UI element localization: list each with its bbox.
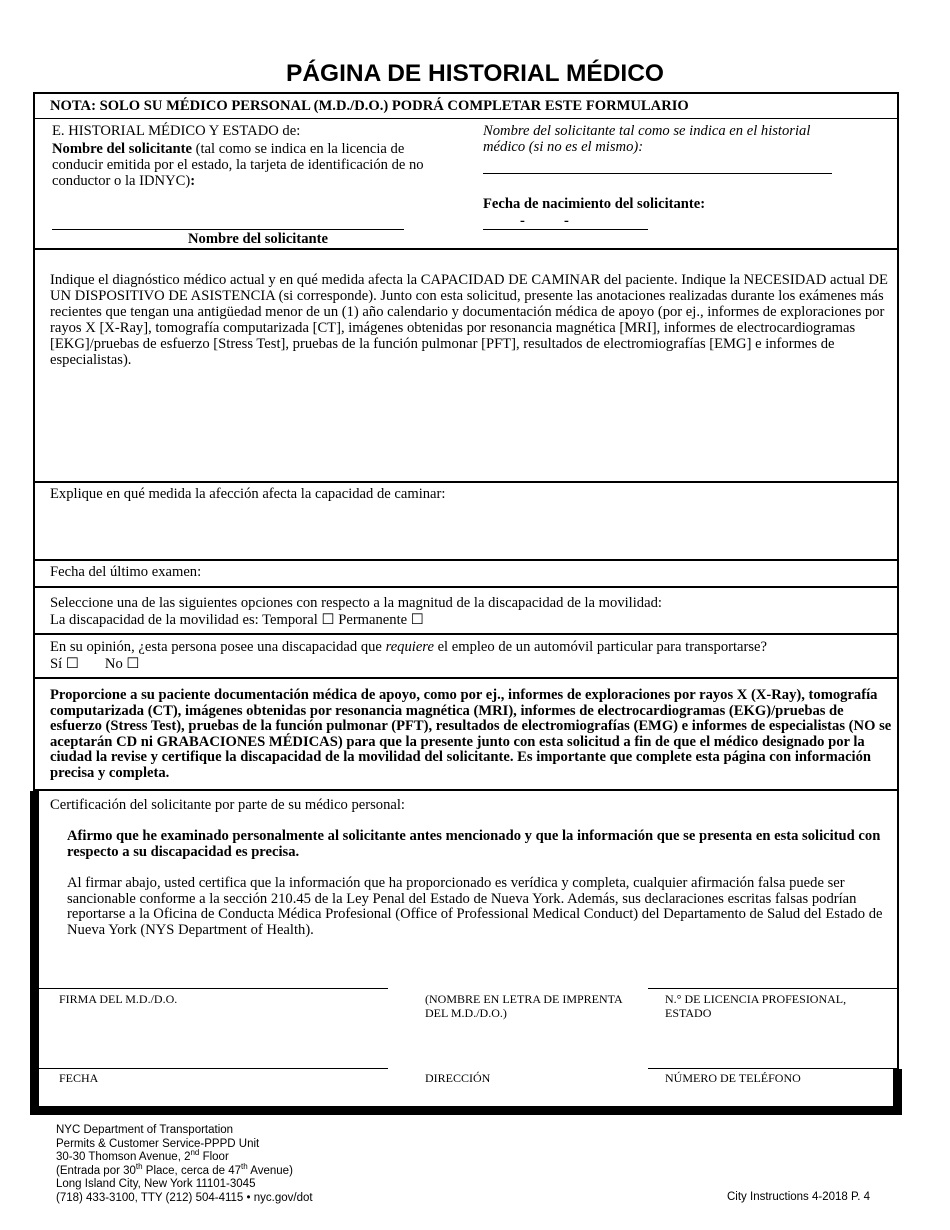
opinion-question: [50, 639, 767, 655]
alt-name-line[interactable]: [483, 173, 832, 174]
license-line[interactable]: [648, 988, 897, 989]
page-title: PÁGINA DE HISTORIAL MÉDICO: [286, 60, 664, 87]
footer-address: [56, 1124, 313, 1205]
applicant-name-bold: Nombre del solicitante: [52, 141, 192, 157]
license-label: N.° DE LICENCIA PROFESIONAL, ESTADO: [665, 992, 847, 1020]
si-checkbox[interactable]: ☐: [65, 656, 79, 672]
dob-sep-1: -: [520, 213, 525, 229]
mobility-options: [50, 612, 424, 628]
divider: [33, 118, 899, 119]
opinion-after: el empleo de un automóvil particular para transportarse?: [433, 639, 768, 655]
signature-label: FIRMA DEL M.D./D.O.: [59, 992, 178, 1006]
frame-right: [897, 92, 899, 792]
opinion-before: En su opinión, ¿esta persona posee una discapacidad que: [50, 639, 386, 655]
temporal-label: Temporal: [262, 612, 318, 628]
si-label: Sí: [50, 656, 63, 672]
temporal-checkbox[interactable]: ☐: [321, 612, 335, 628]
cert-frame-right: [897, 791, 899, 1071]
opinion-options: [50, 656, 140, 672]
diagnosis-instructions: Indique el diagnóstico médico actual y en qué medida afecta la CAPACIDAD DE CAMINAR del paciente. Indique la NECESIDAD actual DE UN DISPOSITIVO DE ASISTENCIA (si corresponde). Junto con esta solicitud, presente las anotaciones realizadas durante los exámenes más recientes que tengan una antigüedad menor de un (1) año calendario y documentación médica de apoyo (por ej., informes de exploraciones por rayos X [X-Ray], tomografía computarizada [CT], imágenes obtenidas por resonancia magnética [MRI], informes de electrocardiogramas [EKG]/pruebas de esfuerzo [Stress Test], pruebas de la función pulmonar [PFT], resultados de electromiografías [EMG] e informes de especialistas).: [50, 272, 888, 368]
frame-left: [33, 92, 35, 792]
certification-affirm: Afirmo que he examinado personalmente al solicitante antes mencionado y que la información que se presenta en esta solicitud con respecto a su discapacidad es precisa.: [67, 828, 881, 860]
date-line[interactable]: [39, 1068, 388, 1069]
certification-warning: Al firmar abajo, usted certifica que la información que ha proporcionado es verídica y completa, cualquier afirmación falsa puede ser sancionable conforme a la sección 210.45 de la Ley Penal del Estado de Nueva York. Además, sus declaraciones escritas falsas podrían reportarse a la Oficina de Conducta Médica Profesional (Office of Professional Medical Conduct) del Departamento de Salud del Estado de Nueva York (NYS Department of Health).: [67, 875, 883, 938]
mobility-prefix: La discapacidad de la movilidad es:: [50, 612, 263, 628]
frame-top: [33, 92, 899, 94]
footer-line-4: (Entrada por 30th Place, cerca de 47th Avenue): [56, 1161, 293, 1177]
divider: [33, 248, 899, 250]
cert-frame-left: [30, 791, 39, 1115]
divider: [33, 559, 899, 561]
divider: [33, 677, 899, 679]
no-label: No: [104, 656, 123, 672]
dob-sep-2: -: [564, 213, 569, 229]
phone-line[interactable]: [648, 1068, 897, 1069]
footer-line-3: 30-30 Thomson Avenue, 2nd Floor: [56, 1148, 229, 1163]
applicant-name-instructions: [52, 141, 457, 189]
mobility-question: Seleccione una de las siguientes opciones con respecto a la magnitud de la discapacidad de la movilidad:: [50, 595, 662, 611]
alt-name-label: Nombre del solicitante tal como se indica en el historial médico (si no es el mismo):: [483, 123, 811, 155]
dob-line[interactable]: [483, 229, 648, 230]
divider: [33, 789, 899, 791]
bullet-icon: •: [246, 1191, 251, 1204]
documentation-instructions: Proporcione a su paciente documentación médica de apoyo, como por ej., informes de exploraciones por rayos X (X-Ray), tomografía computarizada (CT), imágenes obtenidas por resonancia magnética (MRI), informes de electrocardiogramas (EKG)/pruebas de esfuerzo (Stress Test), pruebas de la función pulmonar (PFT), resultados de electromiografías (EMG) e informes de especialistas (NO se aceptarán CD ni GRABACIONES MÉDICAS) para que la presente junto con esta solicitud a fin de que el médico designado por la ciudad la revise y certifique la discapacidad de la movilidad del solicitante. Es importante que complete esta página con información precisa y completa.: [50, 687, 892, 781]
footer-line-1: NYC Department of Transportation: [56, 1124, 234, 1136]
divider: [33, 586, 899, 588]
dob-label: Fecha de nacimiento del solicitante:: [483, 196, 706, 212]
date-label: FECHA: [59, 1071, 99, 1085]
footer-page-id: City Instructions 4-2018 P. 4: [727, 1191, 870, 1203]
certification-heading: Certificación del solicitante por parte de su médico personal:: [50, 797, 405, 813]
permanente-checkbox[interactable]: ☐: [410, 612, 424, 628]
last-exam-label: Fecha del último examen:: [50, 564, 202, 580]
explain-label: Explique en qué medida la afección afecta la capacidad de caminar:: [50, 486, 446, 502]
footer-line-5: Long Island City, New York 11101-3045: [56, 1178, 256, 1190]
no-checkbox[interactable]: ☐: [126, 656, 140, 672]
phone-label: NÚMERO DE TELÉFONO: [665, 1071, 801, 1085]
applicant-name-line[interactable]: [52, 229, 404, 230]
note-text: NOTA: SOLO SU MÉDICO PERSONAL (M.D./D.O.) PODRÁ COMPLETAR ESTE FORMULARIO: [50, 98, 689, 114]
signature-line[interactable]: [39, 988, 388, 989]
opinion-italic: requiere: [385, 639, 434, 655]
address-label: DIRECCIÓN: [425, 1071, 491, 1085]
applicant-name-label: Nombre del solicitante: [188, 231, 328, 247]
print-name-label: (NOMBRE EN LETRA DE IMPRENTA DEL M.D./D.O.): [425, 992, 623, 1020]
permanente-label: Permanente: [338, 612, 408, 628]
colon: :: [190, 173, 196, 189]
applicant-name-desc: (tal como se indica en la licencia de conducir emitida por el estado, la tarjeta de identificación de no conductor o la IDNYC): [52, 141, 424, 189]
divider: [33, 481, 899, 483]
cert-frame-bottom: [30, 1106, 902, 1115]
divider: [33, 633, 899, 635]
footer-line-2: Permits & Customer Service-PPPD Unit: [56, 1137, 260, 1150]
footer-line-6: (718) 433-3100, TTY (212) 504-4115 • nyc.gov/dot: [56, 1191, 313, 1204]
section-e-heading: E. HISTORIAL MÉDICO Y ESTADO de:: [52, 123, 301, 139]
